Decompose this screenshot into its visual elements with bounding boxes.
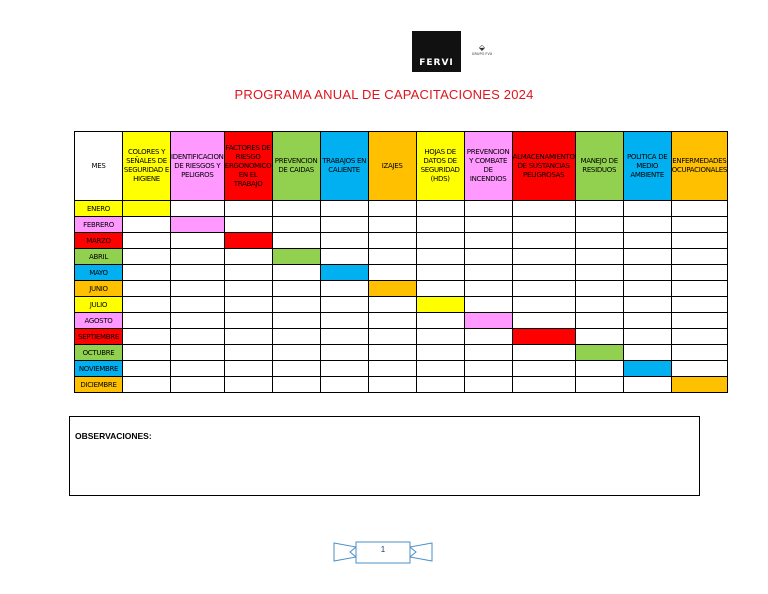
schedule-cell <box>368 329 416 345</box>
schedule-cell <box>171 281 225 297</box>
schedule-cell <box>171 313 225 329</box>
table-row <box>75 249 728 265</box>
topic-header-3: PREVENCION DE CAIDAS <box>272 132 320 201</box>
table-row <box>75 233 728 249</box>
schedule-cell <box>171 297 225 313</box>
schedule-cell <box>671 233 727 249</box>
schedule-cell <box>671 297 727 313</box>
schedule-cell <box>320 249 368 265</box>
schedule-cell <box>224 313 272 329</box>
month-cell: ENERO <box>75 201 123 217</box>
schedule-cell <box>272 361 320 377</box>
schedule-cell <box>171 377 225 393</box>
schedule-cell <box>123 297 171 313</box>
schedule-cell <box>123 217 171 233</box>
schedule-cell <box>464 345 512 361</box>
schedule-cell <box>575 217 623 233</box>
topic-header-11: ENFERMEDADES OCUPACIONALES <box>671 132 727 201</box>
schedule-cell <box>623 297 671 313</box>
scheduled-cell <box>224 233 272 249</box>
schedule-cell <box>320 281 368 297</box>
schedule-cell <box>623 265 671 281</box>
schedule-cell <box>416 217 464 233</box>
schedule-cell <box>123 361 171 377</box>
schedule-cell <box>575 281 623 297</box>
schedule-cell <box>671 249 727 265</box>
fervi-logo <box>412 31 461 72</box>
schedule-cell <box>320 313 368 329</box>
schedule-cell <box>671 313 727 329</box>
table-row <box>75 313 728 329</box>
schedule-cell <box>671 345 727 361</box>
schedule-cell <box>171 345 225 361</box>
schedule-cell <box>320 201 368 217</box>
table-row <box>75 297 728 313</box>
month-cell: MARZO <box>75 233 123 249</box>
schedule-cell <box>416 345 464 361</box>
schedule-cell <box>575 233 623 249</box>
schedule-cell <box>368 217 416 233</box>
schedule-cell <box>272 265 320 281</box>
schedule-cell <box>623 377 671 393</box>
schedule-cell <box>416 265 464 281</box>
schedule-cell <box>368 345 416 361</box>
topic-header-1: IDENTIFICACION DE RIESGOS Y PELIGROS <box>171 132 225 201</box>
schedule-cell <box>272 217 320 233</box>
schedule-cell <box>671 265 727 281</box>
schedule-cell <box>623 345 671 361</box>
schedule-cell <box>416 233 464 249</box>
schedule-cell <box>224 345 272 361</box>
schedule-cell <box>464 233 512 249</box>
schedule-cell <box>464 201 512 217</box>
document-title: PROGRAMA ANUAL DE CAPACITACIONES 2024 <box>234 87 534 102</box>
schedule-cell <box>320 233 368 249</box>
schedule-cell <box>272 201 320 217</box>
topic-header-5: IZAJES <box>368 132 416 201</box>
topic-header-2: FACTORES DE RIESGO ERGONOMICO EN EL TRABAJO <box>224 132 272 201</box>
group-logo-mark-icon: ⬙ <box>478 43 486 52</box>
table-header-row <box>75 132 728 201</box>
schedule-cell <box>512 345 575 361</box>
schedule-cell <box>512 281 575 297</box>
schedule-cell <box>416 361 464 377</box>
schedule-cell <box>623 281 671 297</box>
month-column-header: MES <box>75 132 123 201</box>
schedule-cell <box>171 329 225 345</box>
schedule-cell <box>575 249 623 265</box>
schedule-cell <box>512 297 575 313</box>
scheduled-cell <box>123 201 171 217</box>
month-cell: NOVIEMBRE <box>75 361 123 377</box>
scheduled-cell <box>575 345 623 361</box>
page-number-badge <box>332 537 434 567</box>
schedule-cell <box>320 345 368 361</box>
schedule-cell <box>320 297 368 313</box>
schedule-cell <box>512 249 575 265</box>
topic-header-6: HOJAS DE DATOS DE SEGURIDAD (HDS) <box>416 132 464 201</box>
schedule-cell <box>575 329 623 345</box>
schedule-cell <box>368 377 416 393</box>
schedule-cell <box>623 329 671 345</box>
schedule-cell <box>671 329 727 345</box>
schedule-cell <box>224 361 272 377</box>
schedule-cell <box>368 249 416 265</box>
schedule-cell <box>123 329 171 345</box>
topic-header-4: TRABAJOS EN CALIENTE <box>320 132 368 201</box>
table-row <box>75 281 728 297</box>
schedule-cell <box>575 265 623 281</box>
topic-header-7: PREVENCION Y COMBATE DE INCENDIOS <box>464 132 512 201</box>
schedule-cell <box>575 361 623 377</box>
schedule-cell <box>623 233 671 249</box>
table-row <box>75 265 728 281</box>
schedule-cell <box>272 329 320 345</box>
table-row <box>75 345 728 361</box>
schedule-cell <box>512 361 575 377</box>
schedule-cell <box>464 329 512 345</box>
schedule-cell <box>623 313 671 329</box>
schedule-cell <box>575 297 623 313</box>
schedule-cell <box>320 361 368 377</box>
month-cell: FEBRERO <box>75 217 123 233</box>
topic-header-8: ALMACENAMIENTO DE SUSTANCIAS PELIGROSAS <box>512 132 575 201</box>
schedule-cell <box>575 201 623 217</box>
schedule-cell <box>272 281 320 297</box>
schedule-cell <box>671 361 727 377</box>
schedule-cell <box>368 201 416 217</box>
month-cell: OCTUBRE <box>75 345 123 361</box>
schedule-cell <box>272 233 320 249</box>
scheduled-cell <box>416 297 464 313</box>
schedule-cell <box>224 201 272 217</box>
schedule-cell <box>171 265 225 281</box>
schedule-cell <box>464 265 512 281</box>
month-cell: AGOSTO <box>75 313 123 329</box>
scheduled-cell <box>368 281 416 297</box>
scheduled-cell <box>512 329 575 345</box>
schedule-cell <box>623 217 671 233</box>
schedule-cell <box>512 377 575 393</box>
schedule-cell <box>224 281 272 297</box>
table-row <box>75 217 728 233</box>
month-cell: JULIO <box>75 297 123 313</box>
schedule-cell <box>416 281 464 297</box>
scheduled-cell <box>464 313 512 329</box>
topic-header-10: POLITICA DE MEDIO AMBIENTE <box>623 132 671 201</box>
schedule-cell <box>416 329 464 345</box>
schedule-cell <box>512 201 575 217</box>
scheduled-cell <box>272 249 320 265</box>
schedule-cell <box>464 281 512 297</box>
page-number: 1 <box>380 545 386 554</box>
schedule-cell <box>512 217 575 233</box>
scheduled-cell <box>171 217 225 233</box>
schedule-cell <box>368 313 416 329</box>
table-row <box>75 329 728 345</box>
schedule-cell <box>123 313 171 329</box>
schedule-cell <box>464 361 512 377</box>
logo-text: FERVI <box>419 58 454 68</box>
schedule-cell <box>464 377 512 393</box>
schedule-cell <box>123 281 171 297</box>
table-row <box>75 361 728 377</box>
schedule-cell <box>272 345 320 361</box>
schedule-cell <box>123 249 171 265</box>
schedule-cell <box>320 329 368 345</box>
schedule-cell <box>224 329 272 345</box>
schedule-cell <box>123 345 171 361</box>
topic-header-9: MANEJO DE RESIDUOS <box>575 132 623 201</box>
schedule-cell <box>272 297 320 313</box>
month-cell: SEPTIEMBRE <box>75 329 123 345</box>
month-cell: DICIEMBRE <box>75 377 123 393</box>
schedule-cell <box>623 249 671 265</box>
schedule-cell <box>512 265 575 281</box>
schedule-cell <box>671 217 727 233</box>
training-schedule-table <box>74 131 728 393</box>
schedule-cell <box>320 217 368 233</box>
schedule-cell <box>224 217 272 233</box>
schedule-cell <box>671 281 727 297</box>
schedule-cell <box>224 265 272 281</box>
observations-label: OBSERVACIONES: <box>75 431 152 441</box>
schedule-cell <box>575 313 623 329</box>
schedule-cell <box>368 265 416 281</box>
schedule-cell <box>416 313 464 329</box>
schedule-cell <box>123 233 171 249</box>
observations-box <box>69 416 700 496</box>
schedule-cell <box>272 377 320 393</box>
schedule-cell <box>171 201 225 217</box>
schedule-cell <box>224 297 272 313</box>
month-cell: MAYO <box>75 265 123 281</box>
scheduled-cell <box>623 361 671 377</box>
table-row <box>75 377 728 393</box>
schedule-cell <box>368 297 416 313</box>
month-cell: JUNIO <box>75 281 123 297</box>
schedule-cell <box>512 233 575 249</box>
schedule-cell <box>464 217 512 233</box>
schedule-cell <box>123 265 171 281</box>
scheduled-cell <box>671 377 727 393</box>
schedule-cell <box>512 313 575 329</box>
schedule-cell <box>123 377 171 393</box>
month-cell: ABRIL <box>75 249 123 265</box>
group-logo-text: GRUPO FVX <box>471 52 493 56</box>
schedule-cell <box>623 201 671 217</box>
schedule-cell <box>171 233 225 249</box>
schedule-cell <box>368 233 416 249</box>
schedule-cell <box>171 249 225 265</box>
schedule-cell <box>272 313 320 329</box>
schedule-cell <box>171 361 225 377</box>
schedule-cell <box>224 377 272 393</box>
schedule-cell <box>224 249 272 265</box>
schedule-cell <box>575 377 623 393</box>
schedule-cell <box>416 201 464 217</box>
schedule-cell <box>464 297 512 313</box>
schedule-cell <box>416 249 464 265</box>
schedule-cell <box>320 377 368 393</box>
topic-header-0: COLORES Y SEÑALES DE SEGURIDAD E HIGIENE <box>123 132 171 201</box>
schedule-cell <box>464 249 512 265</box>
schedule-cell <box>416 377 464 393</box>
schedule-cell <box>671 201 727 217</box>
schedule-cell <box>368 361 416 377</box>
table-row <box>75 201 728 217</box>
group-logo <box>466 44 498 56</box>
scheduled-cell <box>320 265 368 281</box>
